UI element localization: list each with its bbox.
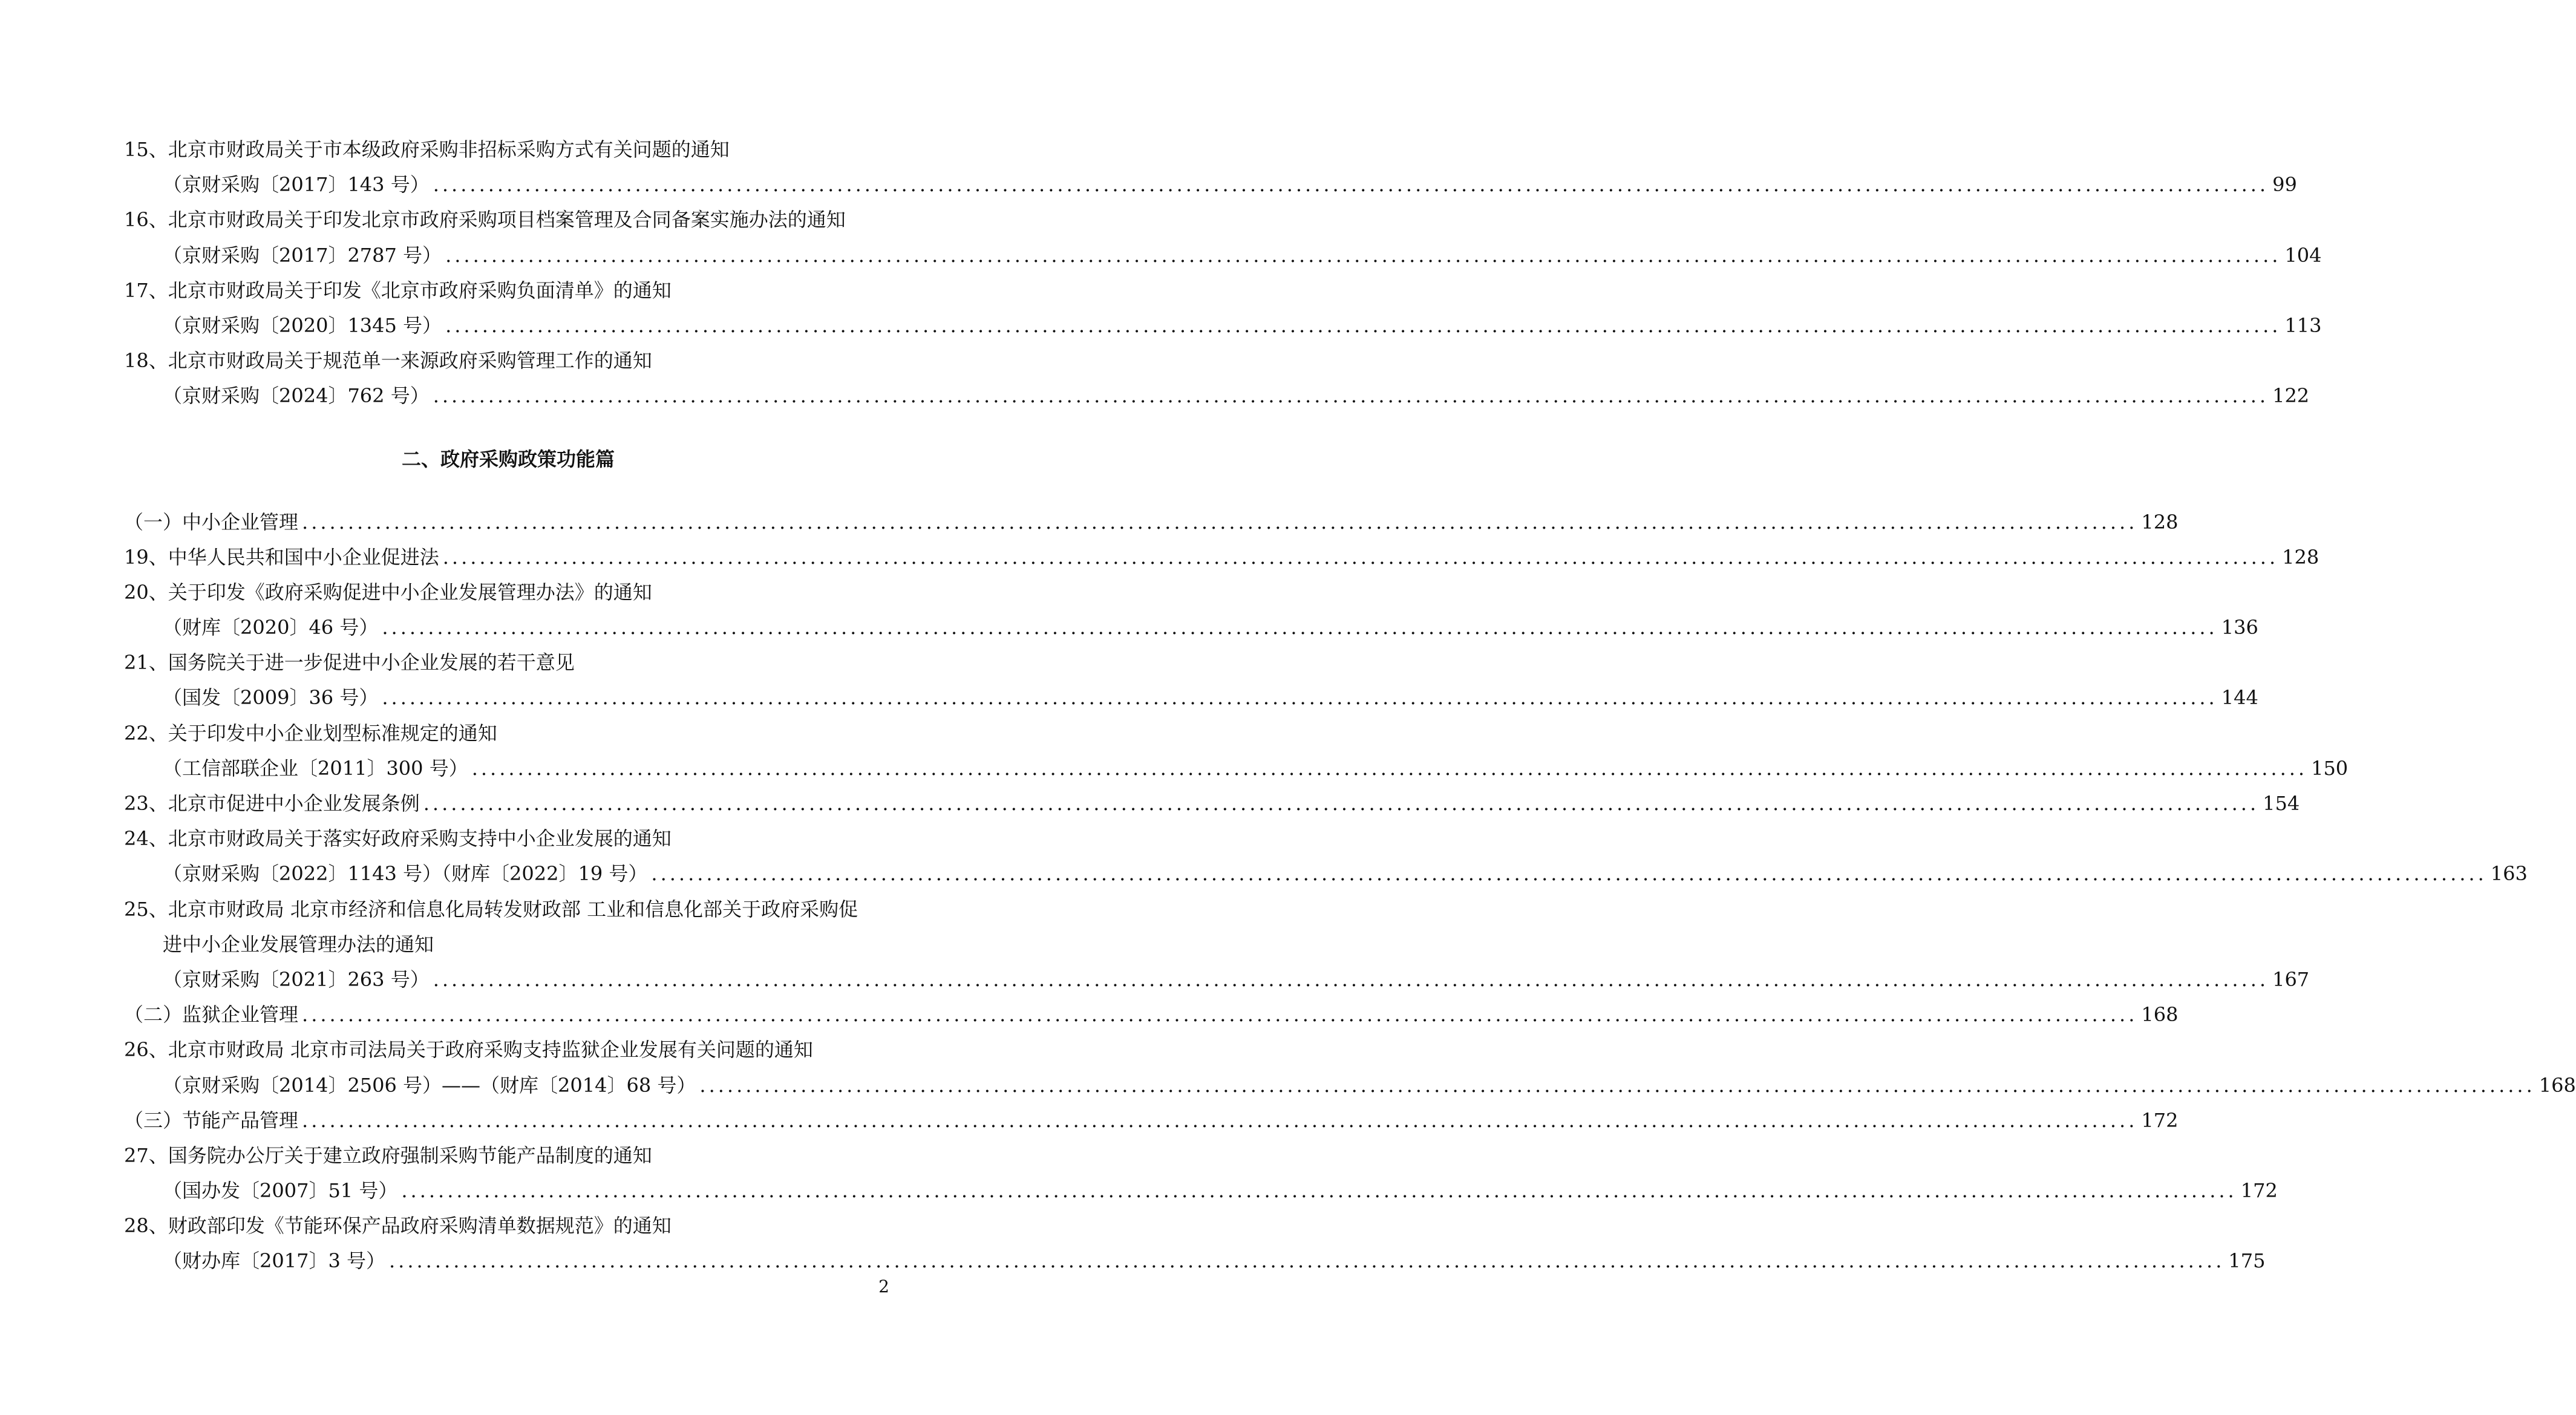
toc-entry [124,1208,2266,1278]
toc-page-number: 113 [2284,313,2322,337]
toc-entry-title: （一）中小企业管理 [124,510,299,534]
toc-entry-line [124,1138,892,1173]
toc-entry-line-with-page [124,786,2300,821]
dot-leader: ........................................................................................................................................................................................................ [382,616,2218,639]
dot-leader: ........................................................................................................................................................................................................ [302,510,2138,534]
toc-entry-title: 24、北京市财政局关于落实好政府采购支持中小企业发展的通知 [124,827,672,851]
toc-entry-title: （京财采购〔2017〕2787 号） [163,243,442,267]
toc-entry-line [124,645,892,680]
toc-entry-title: 21、国务院关于进一步促进中小企业发展的若干意见 [124,651,575,675]
toc-entry-line-with-page [124,378,2310,413]
toc-entry-title: （京财采购〔2014〕2506 号）——（财库〔2014〕68 号） [163,1073,696,1097]
toc-entry-line-with-page [124,167,2297,202]
toc-entry-line [124,273,892,308]
toc-entry-title: （财办库〔2017〕3 号） [163,1249,385,1273]
toc-entry-title: （国办发〔2007〕51 号） [163,1179,398,1203]
toc-entry [124,821,2528,891]
toc-entry-line [124,132,892,167]
dot-leader: ........................................................................................................................................................................................................ [471,756,2308,780]
toc-page-number: 172 [2141,1108,2179,1132]
toc-entry-title: （工信部联企业〔2011〕300 号） [163,756,468,780]
toc-entry-title: 20、关于印发《政府采购促进中小企业发展管理办法》的通知 [124,580,652,604]
toc-page-number: 167 [2272,967,2310,991]
toc-page-number: 144 [2221,686,2258,710]
toc-page-number: 128 [2141,510,2179,534]
toc-entry [124,540,2319,575]
dot-leader: ........................................................................................................................................................................................................ [433,967,2269,991]
toc-entry-title: （二）监狱企业管理 [124,1003,299,1027]
toc-entry-title: （京财采购〔2017〕143 号） [163,173,430,197]
toc-entry-title: 16、北京市财政局关于印发北京市政府采购项目档案管理及合同备案实施办法的通知 [124,208,846,232]
toc-entry-title: 25、北京市财政局 北京市经济和信息化局转发财政部 工业和信息化部关于政府采购促 [124,897,858,921]
toc-page-number: 172 [2240,1179,2278,1203]
toc-entry-title: 进中小企业发展管理办法的通知 [163,932,434,956]
dot-leader: ........................................................................................................................................................................................................ [445,243,2281,267]
dot-leader: ........................................................................................................................................................................................................ [423,792,2260,815]
toc-entry-line-with-page [124,680,2258,715]
toc-entry-title: （京财采购〔2020〕1345 号） [163,313,442,337]
toc-entry-title: （京财采购〔2021〕263 号） [163,967,430,991]
toc-entry-line [124,716,892,751]
toc-entry-title: 17、北京市财政局关于印发《北京市政府采购负面清单》的通知 [124,278,672,302]
toc-entry-line-with-page [124,856,2528,891]
dot-leader: ........................................................................................................................................................................................................ [442,545,2279,569]
toc-page-number: 150 [2311,756,2349,780]
toc-entry-title: 28、财政部印发《节能环保产品政府采购清单数据规范》的通知 [124,1214,672,1238]
toc-entry-title: （国发〔2009〕36 号） [163,686,379,710]
dot-leader: ........................................................................................................................................................................................................ [445,313,2281,337]
toc-page-number: 154 [2263,792,2300,815]
page-number: 2 [878,1276,889,1296]
toc-entry [124,892,2310,998]
toc-page-number: 168 [2538,1073,2576,1097]
toc-entry-title: 26、北京市财政局 北京市司法局关于政府采购支持监狱企业发展有关问题的通知 [124,1038,813,1062]
toc-entry-line-with-page [124,610,2258,645]
toc-entry-line-with-page [124,962,2310,997]
toc-entry-title: （京财采购〔2024〕762 号） [163,384,430,408]
toc-entry-title: 22、关于印发中小企业划型标准规定的通知 [124,721,497,745]
toc-entry-title: （京财采购〔2022〕1143 号）（财库〔2022〕19 号） [163,862,648,886]
toc-page-number: 163 [2490,862,2528,886]
toc-page-number: 136 [2221,616,2258,639]
toc-entry-line-with-page [124,1103,2179,1138]
toc-entry [124,343,2310,413]
toc-page-number: 122 [2272,384,2310,408]
toc-entry [124,1138,2278,1208]
toc-entry-title: （财库〔2020〕46 号） [163,616,379,639]
dot-leader: ........................................................................................................................................................................................................ [699,1073,2535,1097]
dot-leader: ........................................................................................................................................................................................................ [433,384,2269,408]
toc-list-top [124,132,2322,414]
toc-entry-title: 18、北京市财政局关于规范单一来源政府采购管理工作的通知 [124,349,652,373]
dot-leader: ........................................................................................................................................................................................................ [401,1179,2237,1203]
toc-entry [124,645,2258,715]
toc-page-number: 168 [2141,1003,2179,1027]
toc-entry-line [124,202,892,237]
toc-entry [124,273,2322,343]
toc-entry [124,1032,2576,1102]
toc-entry-title: 15、北京市财政局关于市本级政府采购非招标采购方式有关问题的通知 [124,138,730,161]
toc-entry [124,132,2297,202]
toc-entry-line [124,821,892,856]
toc-entry-line-with-page [124,505,2179,540]
toc-page-number: 175 [2228,1249,2266,1273]
dot-leader: ........................................................................................................................................................................................................ [302,1108,2138,1132]
toc-entry [124,575,2258,645]
toc-entry-line-with-page [124,1173,2278,1208]
toc-entry [124,997,2179,1032]
toc-entry-line-with-page [124,997,2179,1032]
dot-leader: ........................................................................................................................................................................................................ [302,1003,2138,1027]
dot-leader: ........................................................................................................................................................................................................ [382,686,2218,710]
toc-entry-title: （三）节能产品管理 [124,1108,299,1132]
toc-entry-line-with-page [124,540,2319,575]
toc-entry-line [124,1032,892,1067]
toc-entry-line-with-page [124,1068,2576,1103]
toc-entry-line [124,575,892,610]
toc-page-number: 99 [2272,173,2297,197]
toc-entry-title: 27、国务院办公厅关于建立政府强制采购节能产品制度的通知 [124,1143,652,1167]
toc-page-number: 128 [2282,545,2319,569]
section-heading: 二、政府采购政策功能篇 [401,447,615,471]
toc-entry-line [124,892,892,927]
toc-entry-title: 23、北京市促进中小企业发展条例 [124,792,420,815]
toc-entry [124,716,2349,786]
toc-entry-line [124,343,892,378]
toc-entry-title: 19、中华人民共和国中小企业促进法 [124,545,439,569]
toc-entry-line-with-page [124,1243,2266,1278]
toc-entry-line [124,927,892,962]
toc-entry [124,505,2179,540]
toc-entry-line [124,1208,892,1243]
toc-list-bottom [124,505,2576,1279]
dot-leader: ........................................................................................................................................................................................................ [388,1249,2225,1273]
toc-entry [124,202,2322,272]
toc-entry [124,786,2300,821]
toc-entry-line-with-page [124,308,2322,343]
toc-entry-line-with-page [124,751,2349,786]
toc-page-number: 104 [2284,243,2322,267]
dot-leader: ........................................................................................................................................................................................................ [433,173,2269,197]
toc-entry [124,1103,2179,1138]
dot-leader: ........................................................................................................................................................................................................ [651,862,2487,886]
toc-entry-line-with-page [124,238,2322,273]
table-of-contents [124,132,2576,1279]
